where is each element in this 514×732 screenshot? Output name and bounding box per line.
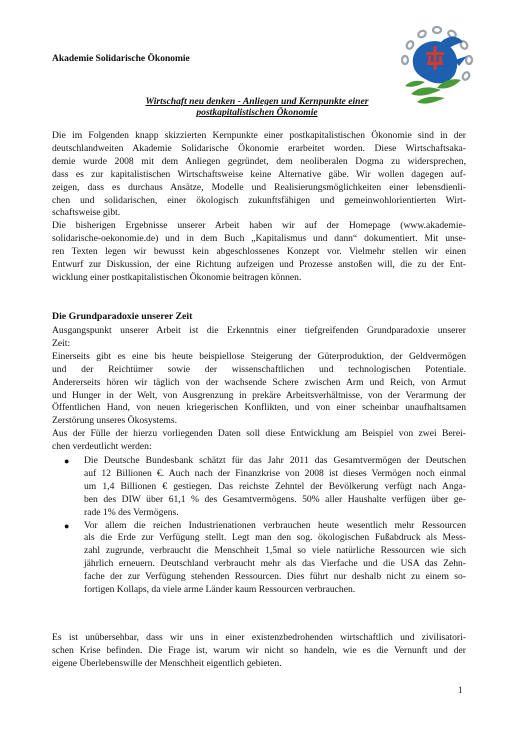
text-line: solidarische-oekonomie.de) und in dem Buch „Kapitalismus und dann“ dokumentiert. Mit unse- <box>52 232 466 244</box>
text-line: fache der zur Verfügung stehenden Ressourcen. Dies führt nur deshalb nicht zu einem so- <box>84 571 466 583</box>
page-number: 1 <box>458 685 463 695</box>
text-line: wicklung einer postkapitalistischen Ökonomie beitragen können. <box>52 271 302 283</box>
text-line: ren Texten legen wir bewusst kein abgeschlossenes Konzept vor. Vielmehr stellen wir einen <box>52 245 466 257</box>
text-line: Die Deutsche Bundesbank schätzt für das Jahr 2011 das Gesamtvermögen der Deutschen <box>84 455 466 466</box>
closing-paragraph <box>52 632 466 671</box>
text-line: Vor allem die reichen Industrienationen verbrauchen heute wesentlich mehr Ressourcen <box>84 519 466 531</box>
text-line: Öffentlichen Hand, von neuen kriegerischen Konflikten, und von einer scheinbar unaufhaltsamen <box>52 402 466 414</box>
text-line: Die im Folgenden knapp skizzierten Kernpunkte einer postkapitalistischen Ökonomie sind in der <box>52 130 466 141</box>
text-line: demie wurde 2008 mit dem Anliegen gegründet, dem neoliberalen Dogma zu widersprechen, <box>52 155 466 167</box>
text-line: Die bisherigen Ergebnisse unserer Arbeit haben wir auf der Homepage (www.akademie- <box>52 220 466 231</box>
text-line: ben des DIW über 61,1 % des Gesamtvermögens. 50% aller Haushalte verfügen über ge- <box>84 493 466 505</box>
text-line: Zeit: <box>52 337 71 349</box>
subtitle-line-2: postkapitalistischen Ökonomie <box>196 107 318 118</box>
text-line: und der Reichtümer sowie der wissenschaftlichen und technologischen Potentiale. <box>52 363 466 375</box>
text-line: jährlich erneuern. Deutschland verbraucht mehr als das Vierfache und die USA das Zehn- <box>84 558 466 570</box>
text-line: Aus der Fülle der hierzu vorliegenden Daten soll diese Entwicklung am Beispiel von zwei Berei- <box>52 428 466 440</box>
section-heading: Die Grundparadoxie unserer Zeit <box>52 311 193 322</box>
section-paragraph <box>52 325 466 454</box>
list-item <box>52 455 466 520</box>
text-line: schaftsweise gibt. <box>52 207 121 219</box>
text-line: als die Erde zur Verfügung stellt. Legt man den sog. ökologischen Fußabdruck als Mess- <box>84 532 466 544</box>
text-line: Entwurf zur Diskussion, der eine Richtung aufzeigen und Prozesse anstoßen will, die zu der Ent- <box>52 258 466 270</box>
text-line: zahl zugrunde, verbraucht die Menschheit 1,5mal so viele natürliche Ressourcen wie sich <box>84 545 466 557</box>
text-line: Ausgangspunkt unserer Arbeit ist die Erkenntnis einer tiefgreifenden Grundparadoxie unserer <box>52 325 466 336</box>
text-line: deutschlandweiten Akademie Solidarische Ökonomie erarbeitet worden. Diese Wirtschaftsaka- <box>52 142 466 154</box>
text-line: chen verdeutlicht werden: <box>52 441 152 453</box>
text-line: Zerstörung unseres Ökosystems. <box>52 415 177 427</box>
list-item <box>52 520 466 597</box>
bullet-icon: ● <box>64 456 70 466</box>
text-line: um 1,4 Billionen € gestiegen. Das reichste Zehntel der Bevölkerung verfügt nach Anga- <box>84 480 466 492</box>
text-line: Einerseits gibt es eine bis heute beispiellose Steigerung der Güterproduktion, der Geldvermögen <box>52 350 466 362</box>
document-subtitle <box>52 96 462 118</box>
text-line: fortigen Kollaps, da viele arme Länder kaum Ressourcen verbrauchen. <box>84 584 356 596</box>
bullet-list <box>52 455 466 597</box>
text-line: schen Krise befinden. Die Frage ist, warum wir nicht so handeln, wie es die Vernunft und der <box>52 644 466 656</box>
results-paragraph <box>52 220 466 285</box>
text-line: eigene Überlebenswille der Menschheit eigentlich gebieten. <box>52 657 282 669</box>
text-line: Es ist unübersehbar, dass wir uns in einer existenzbedrohenden wirtschaftlich und zivilisatori- <box>52 632 466 643</box>
text-line: rade 1% des Vermögens. <box>84 506 179 518</box>
text-line: dass es zur kapitalistischen Wirtschaftsweise keine Alternative gäbe. Wir wollen dagegen auf- <box>52 168 466 180</box>
text-line: chen und solidarischen, einer ökologisch zukunftsfähigen und gemeinwohlorientierten Wirt- <box>52 194 466 206</box>
subtitle-line-1: Wirtschaft neu denken - Anliegen und Kernpunkte einer <box>145 96 369 107</box>
organization-header: Akademie Solidarische Ökonomie <box>52 54 190 64</box>
bullet-icon: ● <box>64 520 70 531</box>
text-line: Andererseits hören wir täglich von der wachsende Schere zwischen Arm und Reich, von Armut <box>52 376 466 388</box>
intro-paragraph <box>52 130 466 220</box>
akademie-logo <box>397 20 477 108</box>
text-line: und Hunger in der Welt, von Ausgrenzung in prekäre Arbeitsverhältnisse, von der Verarmung der <box>52 389 466 401</box>
text-line: zeigen, dass es durchaus Ansätze, Modelle und Realisierungsmöglichkeiten einer lebensdienli- <box>52 181 466 193</box>
text-line: auf 12 Billionen €. Auch nach der Finanzkrise von 2008 ist dieses Vermögen noch einmal <box>84 467 466 479</box>
